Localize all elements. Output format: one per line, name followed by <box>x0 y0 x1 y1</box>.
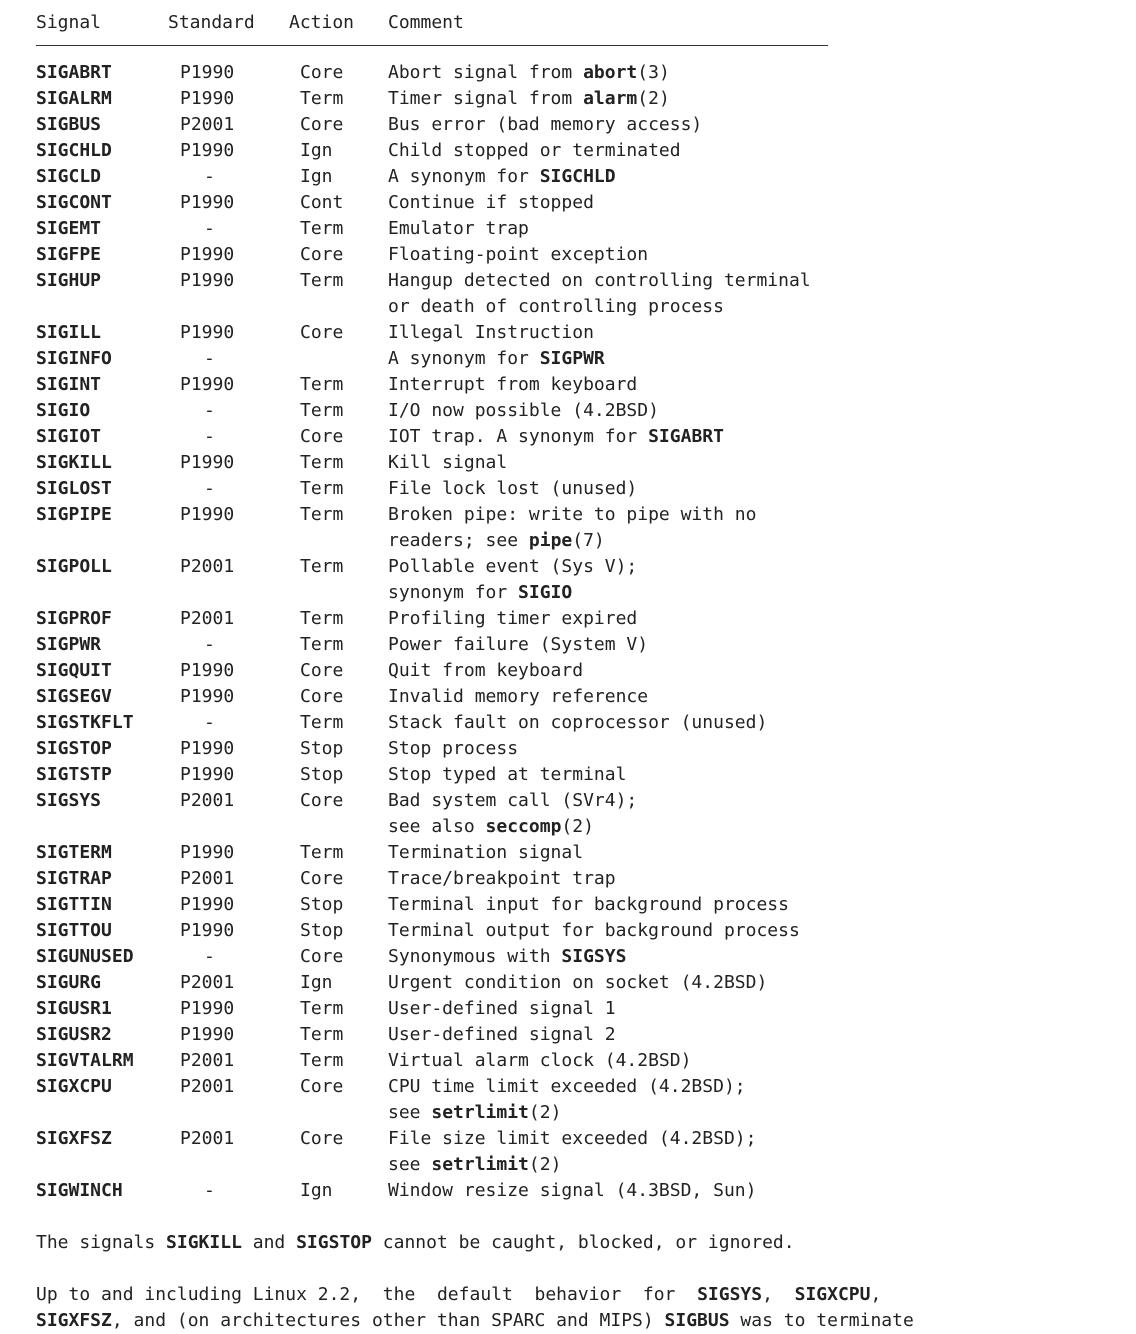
signal-standard: P1990 <box>180 738 235 759</box>
signal-name: SIGUNUSED <box>36 946 134 967</box>
table-row <box>36 190 811 216</box>
signal-name: SIGVTALRM <box>36 1050 134 1071</box>
text-segment: File size limit exceeded (4.2BSD); see <box>388 1128 757 1175</box>
table-row <box>36 450 811 476</box>
signal-comment <box>388 606 811 632</box>
table-row <box>36 242 811 268</box>
text-segment: Bus error (bad memory access) <box>388 114 703 135</box>
signal-standard: P1990 <box>180 244 235 265</box>
signal-comment <box>388 242 811 268</box>
bold-term: SIGBUS <box>664 1310 730 1331</box>
table-row <box>36 840 811 866</box>
text-segment: Quit from keyboard <box>388 660 584 681</box>
text-segment: Terminal output for background process <box>388 920 800 941</box>
signal-comment <box>388 892 811 918</box>
signal-name: SIGPWR <box>36 634 102 655</box>
table-row <box>36 424 811 450</box>
table-row <box>36 320 811 346</box>
text-segment: A synonym for <box>388 166 540 187</box>
bold-term: abort <box>583 62 638 83</box>
text-segment: Stop typed at terminal <box>388 764 627 785</box>
signal-name: SIGFPE <box>36 244 102 265</box>
signal-standard: P1990 <box>180 322 235 343</box>
signal-name: SIGWINCH <box>36 1180 123 1201</box>
signal-comment <box>388 710 811 736</box>
text-segment: A synonym for <box>388 348 540 369</box>
signal-name: SIGALRM <box>36 88 112 109</box>
signal-name: SIGTERM <box>36 842 112 863</box>
table-row <box>36 1126 811 1178</box>
table-row <box>36 684 811 710</box>
table-row <box>36 346 811 372</box>
table-row <box>36 970 811 996</box>
signal-comment <box>388 1074 811 1126</box>
text-segment: Abort signal from <box>388 62 584 83</box>
signal-standard: - <box>204 1180 215 1201</box>
signal-comment <box>388 138 811 164</box>
bold-term: SIGKILL <box>166 1232 242 1253</box>
text-segment: Stop process <box>388 738 519 759</box>
signal-name: SIGINFO <box>36 348 112 369</box>
signal-comment <box>388 86 811 112</box>
signal-action: Core <box>300 686 344 707</box>
signal-comment <box>388 216 811 242</box>
signal-name: SIGCHLD <box>36 140 112 161</box>
signal-comment <box>388 762 811 788</box>
text-segment: Pollable event (Sys V); synonym for <box>388 556 638 603</box>
header-comment: Comment <box>388 12 464 33</box>
signal-action: Term <box>300 270 344 291</box>
header-standard: Standard <box>168 12 255 33</box>
table-row <box>36 710 811 736</box>
signal-name: SIGPIPE <box>36 504 112 525</box>
signal-comment <box>388 60 811 86</box>
text-segment: Synonymous with <box>388 946 562 967</box>
signal-standard: P2001 <box>180 1076 235 1097</box>
signal-comment <box>388 684 811 710</box>
signal-action: Term <box>300 218 344 239</box>
signal-name: SIGSTKFLT <box>36 712 134 733</box>
signal-action: Term <box>300 88 344 109</box>
text-segment: Timer signal from <box>388 88 584 109</box>
bold-term: SIGSYS <box>697 1284 763 1305</box>
signal-standard: P1990 <box>180 998 235 1019</box>
text-segment: Power failure (System V) <box>388 634 649 655</box>
signal-standard: - <box>204 478 215 499</box>
text-segment: Invalid memory reference <box>388 686 649 707</box>
signal-standard: P2001 <box>180 608 235 629</box>
table-row <box>36 268 811 320</box>
signal-standard: P1990 <box>180 504 235 525</box>
text-segment: Urgent condition on socket (4.2BSD) <box>388 972 768 993</box>
signal-comment <box>388 320 811 346</box>
text-segment: Hangup detected on controlling terminal or death of controlling process <box>388 270 811 317</box>
signal-standard: P1990 <box>180 140 235 161</box>
signal-comment <box>388 554 811 606</box>
table-row <box>36 1074 811 1126</box>
signal-standard: P1990 <box>180 842 235 863</box>
table-row <box>36 554 811 606</box>
signal-comment <box>388 996 811 1022</box>
signal-standard: P1990 <box>180 660 235 681</box>
signal-action: Ign <box>300 140 333 161</box>
text-segment: Stack fault on coprocessor (unused) <box>388 712 768 733</box>
text-segment: was to terminate <box>729 1310 914 1331</box>
signal-action: Stop <box>300 894 344 915</box>
table-row <box>36 1178 811 1204</box>
signal-standard: P1990 <box>180 88 235 109</box>
signal-standard: P1990 <box>180 920 235 941</box>
table-header <box>36 0 1136 46</box>
header-signal: Signal <box>36 12 102 33</box>
text-segment: Floating-point exception <box>388 244 649 265</box>
signal-comment <box>388 346 811 372</box>
table-row <box>36 60 811 86</box>
bold-term: SIGXCPU <box>794 1284 871 1305</box>
signal-name: SIGABRT <box>36 62 112 83</box>
signal-name: SIGTRAP <box>36 868 112 889</box>
signal-action: Term <box>300 842 344 863</box>
bold-term: SIGSYS <box>561 946 627 967</box>
signal-standard: P1990 <box>180 452 235 473</box>
text-segment: , <box>762 1284 795 1305</box>
text-segment: Broken pipe: write to pipe with no readers; see <box>388 504 757 551</box>
signal-name: SIGBUS <box>36 114 102 135</box>
signal-standard: - <box>204 218 215 239</box>
signal-comment <box>388 112 811 138</box>
table-row <box>36 138 811 164</box>
bold-term: SIGABRT <box>648 426 724 447</box>
signal-action: Core <box>300 660 344 681</box>
signal-comment <box>388 268 811 320</box>
text-segment: I/O now possible (4.2BSD) <box>388 400 659 421</box>
signal-standard: P2001 <box>180 790 235 811</box>
signal-standard: - <box>204 166 215 187</box>
table-row <box>36 398 811 424</box>
signal-standard: P2001 <box>180 1050 235 1071</box>
signal-comment <box>388 190 811 216</box>
signal-name: SIGTSTP <box>36 764 112 785</box>
bold-term: SIGCHLD <box>539 166 616 187</box>
table-row <box>36 866 811 892</box>
signal-comment <box>388 1022 811 1048</box>
table-row <box>36 164 811 190</box>
signal-action: Stop <box>300 920 344 941</box>
signal-name: SIGINT <box>36 374 102 395</box>
signal-name: SIGUSR1 <box>36 998 112 1019</box>
signal-table-body <box>36 60 811 1204</box>
signal-comment <box>388 398 811 424</box>
bold-term: seccomp <box>485 816 562 837</box>
table-row <box>36 918 811 944</box>
signal-comment <box>388 502 811 554</box>
signal-action: Stop <box>300 764 344 785</box>
signal-standard: - <box>204 712 215 733</box>
signal-name: SIGURG <box>36 972 102 993</box>
text-segment: Interrupt from keyboard <box>388 374 638 395</box>
table-row <box>36 736 811 762</box>
signal-name: SIGEMT <box>36 218 102 239</box>
signal-action: Term <box>300 556 344 577</box>
signal-name: SIGTTOU <box>36 920 112 941</box>
table-row <box>36 1022 811 1048</box>
signal-comment <box>388 788 811 840</box>
signal-action: Ign <box>300 1180 333 1201</box>
bold-term: alarm <box>583 88 638 109</box>
text-segment: Bad system call (SVr4); see also <box>388 790 638 837</box>
text-segment: and <box>241 1232 297 1253</box>
bold-term: SIGIO <box>518 582 573 603</box>
signal-standard: P1990 <box>180 686 235 707</box>
signal-name: SIGSEGV <box>36 686 112 707</box>
signal-action: Term <box>300 452 344 473</box>
signal-name: SIGTTIN <box>36 894 112 915</box>
signal-standard: - <box>204 400 215 421</box>
signal-comment <box>388 476 811 502</box>
signal-name: SIGILL <box>36 322 102 343</box>
text-segment: User-defined signal 1 <box>388 998 616 1019</box>
signal-name: SIGXCPU <box>36 1076 112 1097</box>
signal-standard: P2001 <box>180 1128 235 1149</box>
signal-action: Core <box>300 322 344 343</box>
table-row <box>36 476 811 502</box>
signal-comment <box>388 1126 811 1178</box>
signal-standard: - <box>204 634 215 655</box>
table-row <box>36 86 811 112</box>
table-row <box>36 944 811 970</box>
text-segment: (2) <box>528 1102 562 1123</box>
table-row <box>36 216 811 242</box>
paragraph-uncatchable-signals <box>36 1230 795 1256</box>
text-segment: Window resize signal (4.3BSD, Sun) <box>388 1180 757 1201</box>
bold-term: SIGXFSZ <box>36 1310 112 1331</box>
signal-action: Core <box>300 1128 344 1149</box>
text-segment: Kill signal <box>388 452 508 473</box>
text-segment: CPU time limit exceeded (4.2BSD); see <box>388 1076 746 1123</box>
header-divider <box>36 45 828 46</box>
text-segment: (2) <box>528 1154 562 1175</box>
text-segment: Emulator trap <box>388 218 529 239</box>
signal-action: Core <box>300 1076 344 1097</box>
man-page-signal-table <box>36 0 1136 1331</box>
signal-standard: P1990 <box>180 894 235 915</box>
bold-term: setrlimit <box>431 1102 529 1123</box>
signal-name: SIGSYS <box>36 790 102 811</box>
signal-action: Term <box>300 1024 344 1045</box>
text-segment: (2) <box>637 88 670 109</box>
signal-comment <box>388 918 811 944</box>
table-row <box>36 788 811 840</box>
signal-name: SIGSTOP <box>36 738 112 759</box>
bold-term: pipe <box>528 530 573 551</box>
text-segment: Continue if stopped <box>388 192 594 213</box>
signal-action: Core <box>300 868 344 889</box>
signal-name: SIGQUIT <box>36 660 112 681</box>
table-row <box>36 112 811 138</box>
table-row <box>36 502 811 554</box>
signal-action: Ign <box>300 972 333 993</box>
text-segment: (3) <box>637 62 670 83</box>
text-segment: User-defined signal 2 <box>388 1024 616 1045</box>
text-segment: Profiling timer expired <box>388 608 638 629</box>
signal-comment <box>388 840 811 866</box>
bold-term: SIGPWR <box>539 348 605 369</box>
signal-name: SIGIO <box>36 400 91 421</box>
signal-action: Core <box>300 244 344 265</box>
signal-comment <box>388 944 811 970</box>
signal-name: SIGLOST <box>36 478 112 499</box>
table-row <box>36 606 811 632</box>
bold-term: setrlimit <box>431 1154 529 1175</box>
signal-standard: - <box>204 426 215 447</box>
signal-action: Core <box>300 426 344 447</box>
text-segment: Up to and including Linux 2.2, the default behavior for <box>36 1284 698 1305</box>
signal-name: SIGPOLL <box>36 556 112 577</box>
text-segment: Child stopped or terminated <box>388 140 681 161</box>
signal-comment <box>388 1048 811 1074</box>
signal-standard: P1990 <box>180 764 235 785</box>
table-row <box>36 996 811 1022</box>
signal-action: Term <box>300 374 344 395</box>
signal-action: Core <box>300 946 344 967</box>
table-row <box>36 762 811 788</box>
signal-name: SIGPROF <box>36 608 112 629</box>
signal-name: SIGCLD <box>36 166 102 187</box>
signal-action: Core <box>300 62 344 83</box>
signal-name: SIGUSR2 <box>36 1024 112 1045</box>
signal-action: Term <box>300 504 344 525</box>
signal-action: Term <box>300 608 344 629</box>
text-segment: (7) <box>572 530 605 551</box>
table-row <box>36 658 811 684</box>
signal-standard: P1990 <box>180 62 235 83</box>
table-row <box>36 372 811 398</box>
signal-comment <box>388 866 811 892</box>
text-segment: (2) <box>561 816 594 837</box>
signal-name: SIGCONT <box>36 192 112 213</box>
signal-action: Core <box>300 114 344 135</box>
signal-standard: - <box>204 946 215 967</box>
signal-comment <box>388 632 811 658</box>
signal-action: Term <box>300 634 344 655</box>
signal-standard: P2001 <box>180 556 235 577</box>
signal-action: Cont <box>300 192 344 213</box>
bold-term: SIGSTOP <box>296 1232 372 1253</box>
signal-comment <box>388 424 811 450</box>
text-segment: Illegal Instruction <box>388 322 594 343</box>
signal-comment <box>388 736 811 762</box>
text-segment: Trace/breakpoint trap <box>388 868 616 889</box>
signal-name: SIGIOT <box>36 426 102 447</box>
signal-comment <box>388 450 811 476</box>
text-segment: File lock lost (unused) <box>388 478 638 499</box>
signal-comment <box>388 658 811 684</box>
signal-comment <box>388 372 811 398</box>
signal-name: SIGKILL <box>36 452 112 473</box>
signal-standard: P2001 <box>180 868 235 889</box>
signal-standard: - <box>204 348 215 369</box>
text-segment: Virtual alarm clock (4.2BSD) <box>388 1050 692 1071</box>
text-segment: The signals <box>36 1232 167 1253</box>
signal-standard: P1990 <box>180 270 235 291</box>
text-segment: , <box>870 1284 882 1305</box>
header-action: Action <box>289 12 355 33</box>
signal-action: Stop <box>300 738 344 759</box>
table-row <box>36 892 811 918</box>
text-segment: Termination signal <box>388 842 584 863</box>
signal-action: Ign <box>300 166 333 187</box>
table-row <box>36 632 811 658</box>
text-segment: cannot be caught, blocked, or ignored. <box>371 1232 795 1253</box>
paragraph-linux-history <box>36 1282 914 1334</box>
signal-standard: P1990 <box>180 374 235 395</box>
signal-action: Term <box>300 998 344 1019</box>
signal-action: Core <box>300 790 344 811</box>
signal-name: SIGHUP <box>36 270 102 291</box>
signal-standard: P2001 <box>180 114 235 135</box>
signal-comment <box>388 1178 811 1204</box>
text-segment: IOT trap. A synonym for <box>388 426 649 447</box>
signal-action: Term <box>300 400 344 421</box>
table-row <box>36 1048 811 1074</box>
signal-comment <box>388 970 811 996</box>
signal-action: Term <box>300 478 344 499</box>
signal-action: Term <box>300 1050 344 1071</box>
text-segment: , and (on architectures other than SPARC and MIPS) <box>111 1310 665 1331</box>
signal-comment <box>388 164 811 190</box>
signal-standard: P1990 <box>180 192 235 213</box>
signal-action: Term <box>300 712 344 733</box>
text-segment: Terminal input for background process <box>388 894 789 915</box>
signal-standard: P2001 <box>180 972 235 993</box>
signal-name: SIGXFSZ <box>36 1128 112 1149</box>
signal-standard: P1990 <box>180 1024 235 1045</box>
